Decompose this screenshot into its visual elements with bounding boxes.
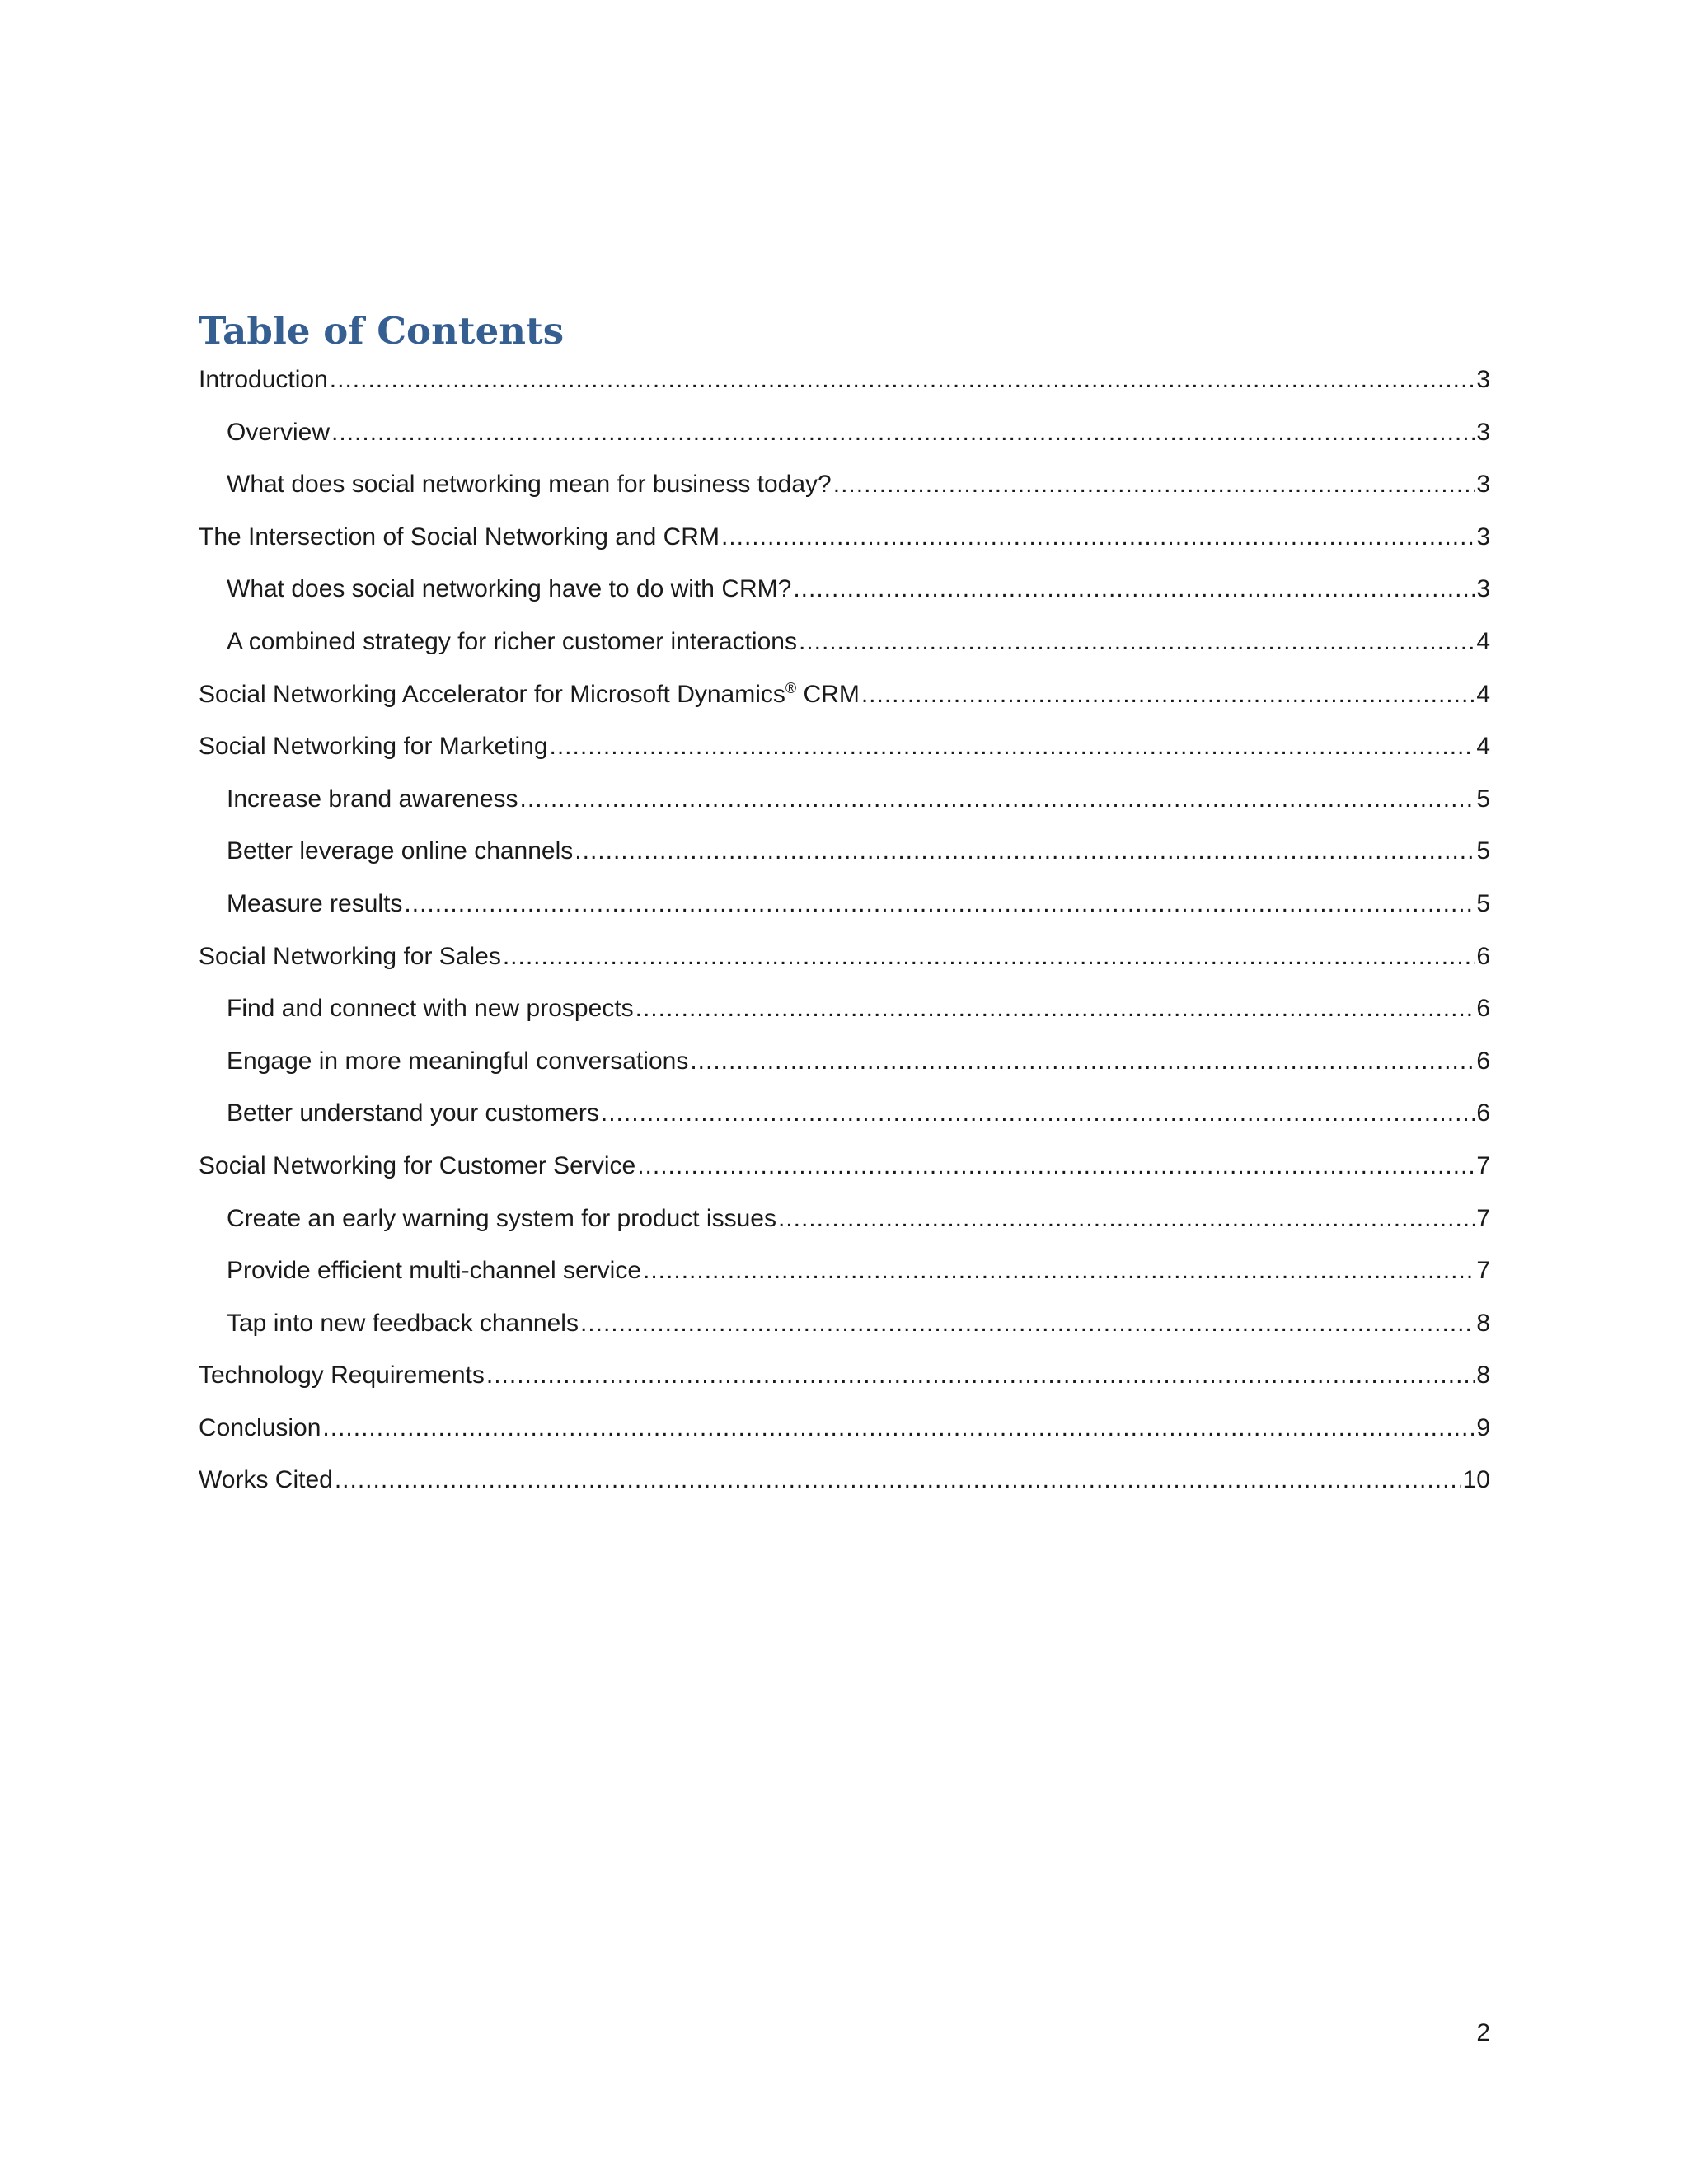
toc-entry-label xyxy=(199,1151,635,1182)
toc-entry-page-number: 6 xyxy=(1476,942,1490,970)
toc-entry[interactable] xyxy=(199,417,1490,470)
toc-entry[interactable] xyxy=(199,626,1490,679)
toc-entry-label-text: Better understand your customers xyxy=(227,1099,599,1127)
toc-entry-label xyxy=(227,574,791,605)
toc-entry-label-text: Find and connect with new prospects xyxy=(227,995,634,1023)
toc-dot-leader xyxy=(601,1098,1475,1129)
toc-entry-page-number: 8 xyxy=(1476,1361,1490,1390)
toc-entry-label-text: Social Networking for Sales xyxy=(199,942,501,970)
toc-entry-label xyxy=(227,469,832,500)
toc-entry-label xyxy=(227,888,402,920)
toc-dot-leader xyxy=(330,364,1475,396)
toc-entry-label-text: Engage in more meaningful conversations xyxy=(227,1047,689,1075)
toc-entry-label-text: What does social networking have to do with CRM? xyxy=(227,575,792,603)
toc-dot-leader xyxy=(404,888,1475,920)
toc-entry-label-text: Social Networking for Marketing xyxy=(199,733,548,761)
toc-entry-page-number: 3 xyxy=(1476,575,1490,603)
toc-entry[interactable] xyxy=(199,1151,1490,1203)
toc-entry-page-number: 4 xyxy=(1476,680,1490,708)
toc-entry-label-suffix: CRM xyxy=(796,680,860,708)
toc-entry-page-number: 6 xyxy=(1476,1047,1490,1075)
toc-dot-leader xyxy=(833,469,1475,500)
toc-entry-label-text: Measure results xyxy=(227,889,403,917)
toc-entry-page-number: 5 xyxy=(1476,837,1490,865)
toc-entry[interactable] xyxy=(199,1360,1490,1413)
toc-entry-page-number: 3 xyxy=(1476,471,1490,499)
toc-entry-label xyxy=(227,1308,579,1339)
toc-entry[interactable] xyxy=(199,1203,1490,1256)
toc-entry-label xyxy=(227,1046,688,1077)
toc-entry-page-number: 3 xyxy=(1476,366,1490,393)
toc-entry[interactable] xyxy=(199,941,1490,994)
toc-entry-page-number: 10 xyxy=(1462,1466,1490,1494)
toc-dot-leader xyxy=(637,1151,1475,1182)
toc-entry-label-text: Overview xyxy=(227,418,331,446)
toc-entry-label xyxy=(199,1360,485,1391)
toc-entry-label-text: Create an early warning system for product issues xyxy=(227,1204,776,1232)
toc-entry-label xyxy=(199,364,328,396)
toc-dot-leader xyxy=(520,784,1475,815)
toc-dot-leader xyxy=(550,731,1475,762)
toc-entry-page-number: 5 xyxy=(1476,889,1490,917)
toc-entry-page-number: 5 xyxy=(1476,785,1490,813)
toc-dot-leader xyxy=(335,1465,1461,1496)
toc-entry[interactable] xyxy=(199,1098,1490,1151)
toc-entry-label-text: Introduction xyxy=(199,366,328,393)
toc-entry-page-number: 9 xyxy=(1476,1413,1490,1441)
toc-entry-label xyxy=(199,679,860,710)
toc-entry[interactable] xyxy=(199,888,1490,941)
toc-entry[interactable] xyxy=(199,679,1490,732)
toc-dot-leader xyxy=(643,1255,1475,1286)
toc-dot-leader xyxy=(721,522,1475,553)
toc-entry-label xyxy=(227,993,634,1024)
toc-entry[interactable] xyxy=(199,574,1490,626)
toc-entry-label-text: What does social networking mean for business today? xyxy=(227,471,832,499)
toc-entry-page-number: 6 xyxy=(1476,1099,1490,1127)
toc-entry-label-text: Social Networking Accelerator for Microsoft Dynamics xyxy=(199,680,785,708)
toc-dot-leader xyxy=(635,993,1475,1024)
toc-entry[interactable] xyxy=(199,1255,1490,1308)
toc-entry-label xyxy=(227,1255,641,1286)
toc-entry-label-text: Social Networking for Customer Service xyxy=(199,1151,636,1179)
toc-dot-leader xyxy=(331,417,1475,448)
toc-entry-label xyxy=(199,1465,333,1496)
toc-dot-leader xyxy=(503,941,1475,972)
toc-entry-label-text: Increase brand awareness xyxy=(227,785,518,813)
toc-dot-leader xyxy=(861,679,1475,710)
toc-dot-leader xyxy=(580,1308,1475,1339)
toc-entry-page-number: 4 xyxy=(1476,733,1490,761)
toc-entry-page-number: 8 xyxy=(1476,1309,1490,1337)
toc-entry-page-number: 3 xyxy=(1476,418,1490,446)
toc-dot-leader xyxy=(690,1046,1475,1077)
toc-entry[interactable] xyxy=(199,1413,1490,1465)
toc-entry-label xyxy=(227,1098,599,1129)
toc-entry-page-number: 7 xyxy=(1476,1257,1490,1285)
toc-entry[interactable] xyxy=(199,364,1490,417)
toc-entry-label-text: Works Cited xyxy=(199,1466,333,1494)
toc-entry-label-text: Conclusion xyxy=(199,1413,321,1441)
toc-dot-leader xyxy=(322,1413,1475,1444)
toc-entry-label-text: Provide efficient multi-channel service xyxy=(227,1257,642,1285)
toc-entry-label xyxy=(227,417,330,448)
registered-trademark-mark: ® xyxy=(785,679,797,696)
toc-dot-leader xyxy=(574,836,1475,867)
toc-dot-leader xyxy=(778,1203,1475,1235)
toc-list xyxy=(199,364,1490,1517)
toc-entry-label xyxy=(199,1413,321,1444)
page-number: 2 xyxy=(1476,2019,1490,2046)
toc-entry-label xyxy=(227,1203,776,1235)
toc-entry[interactable] xyxy=(199,836,1490,888)
toc-title: Table of Contents xyxy=(199,309,565,353)
toc-entry[interactable] xyxy=(199,731,1490,784)
toc-entry[interactable] xyxy=(199,784,1490,837)
toc-entry-page-number: 3 xyxy=(1476,523,1490,551)
toc-entry-label xyxy=(227,784,518,815)
toc-dot-leader xyxy=(793,574,1475,605)
toc-entry-label xyxy=(199,731,548,762)
toc-entry-label-text: A combined strategy for richer customer interactions xyxy=(227,627,797,655)
toc-entry[interactable] xyxy=(199,522,1490,574)
toc-entry-page-number: 7 xyxy=(1476,1151,1490,1179)
toc-entry[interactable] xyxy=(199,1465,1490,1517)
toc-entry[interactable] xyxy=(199,469,1490,522)
toc-entry-page-number: 4 xyxy=(1476,627,1490,655)
toc-entry-label xyxy=(227,626,797,658)
toc-entry-label-text: Tap into new feedback channels xyxy=(227,1309,579,1337)
toc-entry-label xyxy=(227,836,573,867)
toc-entry-label xyxy=(199,522,720,553)
toc-entry-label xyxy=(199,941,501,972)
toc-entry-page-number: 6 xyxy=(1476,995,1490,1023)
toc-entry-label-text: Technology Requirements xyxy=(199,1361,485,1390)
toc-dot-leader xyxy=(799,626,1475,658)
toc-entry[interactable] xyxy=(199,1308,1490,1361)
toc-entry-label-text: The Intersection of Social Networking and CRM xyxy=(199,523,720,551)
toc-entry-label-text: Better leverage online channels xyxy=(227,837,574,865)
toc-entry-page-number: 7 xyxy=(1476,1204,1490,1232)
toc-dot-leader xyxy=(486,1360,1475,1391)
toc-entry[interactable] xyxy=(199,993,1490,1046)
toc-entry[interactable] xyxy=(199,1046,1490,1099)
